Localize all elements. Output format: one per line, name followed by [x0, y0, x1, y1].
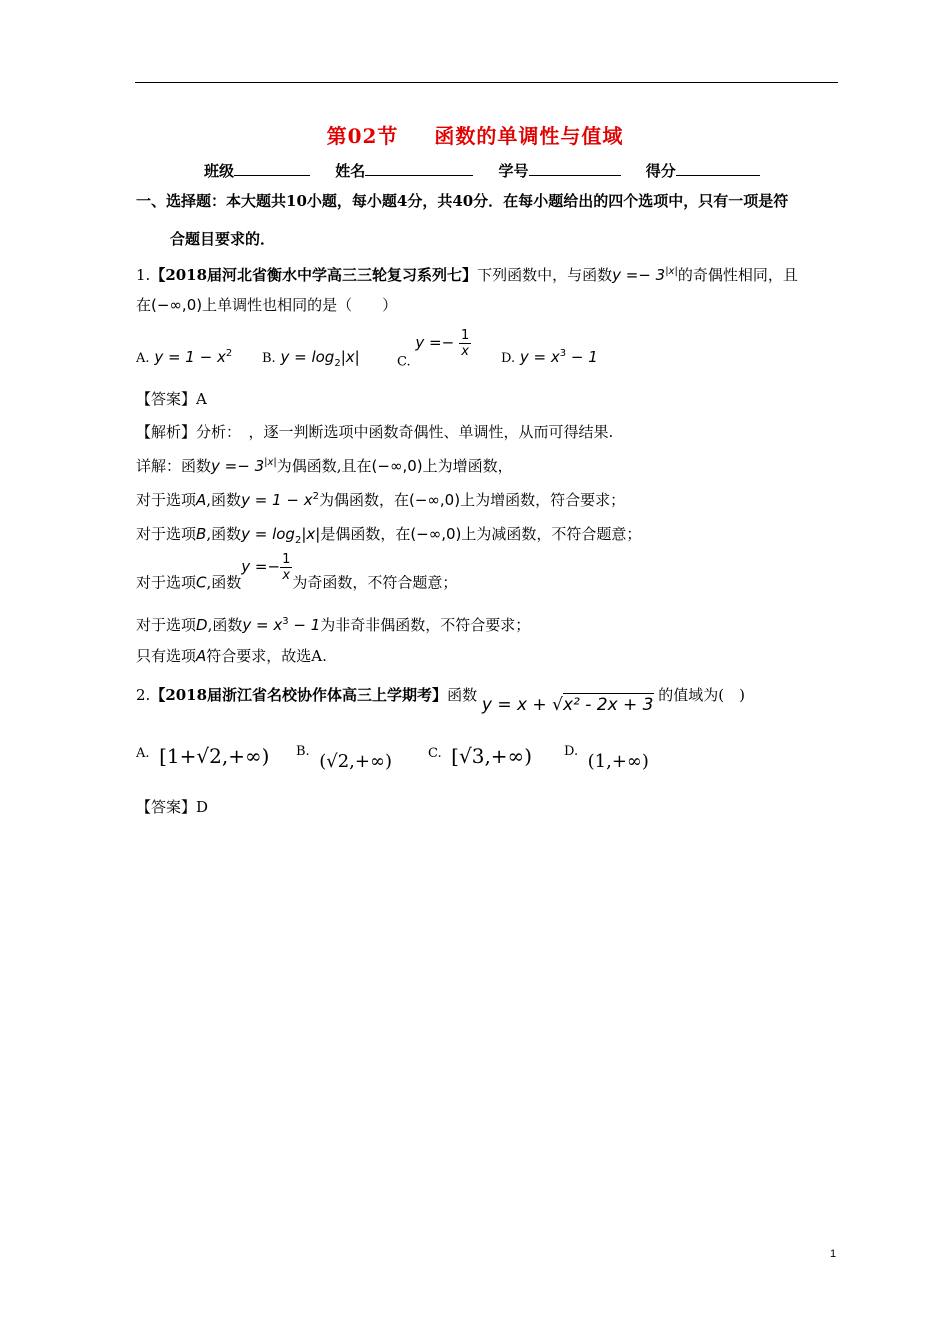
section-number: 第02节: [326, 124, 399, 148]
q1-detail-line-1: 对于选项A,函数$y = 1 - x^2$为偶函数，在(−∞,0)上为增函数，符合要求；: [136, 491, 626, 509]
q2-function: y = x + √x² - 2x + 3: [481, 695, 654, 715]
q1-option-c[interactable]: C. y =− $\frac{1}{x}$: [397, 328, 470, 370]
q1-option-b[interactable]: B. $y = \log_2|x|$: [262, 348, 360, 369]
score-blank[interactable]: [676, 161, 760, 176]
q2-answer: 【答案】D: [136, 798, 209, 816]
q1-stem-line1: [136, 264, 798, 285]
id-label: 学号: [498, 162, 529, 180]
page-number: 1: [830, 1248, 837, 1260]
q1-detail-line-2: 对于选项B,函数$y = \log_2|x|$是偶函数，在(−∞,0)上为减函数，不符合题意；: [136, 525, 642, 546]
q1-source: 【2018届河北省衡水中学高三三轮复习系列七】: [150, 266, 478, 284]
id-blank[interactable]: [529, 161, 621, 176]
q1-text-c: 上单调性也相同的是（ ）: [202, 296, 398, 314]
page-title: [0, 120, 950, 149]
q1-analysis: 【解析】分析： ，逐一判断选项中函数奇偶性、单调性，从而可得结果.: [136, 423, 614, 441]
name-label: 姓名: [335, 162, 366, 180]
class-blank[interactable]: [234, 161, 310, 176]
q2-option-d[interactable]: D. (1,+∞): [564, 744, 649, 772]
q2-text-a: 函数: [447, 686, 478, 704]
q1-detail-line-3: 对于选项C,函数y =− $\frac{1}{x}$ 为奇函数，不符合题意；: [136, 552, 458, 592]
section-heading-line2: 合题目要求的．: [170, 230, 276, 248]
q1-text-a: 下列函数中，与函数: [477, 266, 613, 284]
q1-function-exp: |x|: [665, 266, 678, 277]
name-blank[interactable]: [365, 161, 473, 176]
q1-text-b: 的奇偶性相同，且: [677, 266, 798, 284]
q1-stem-line2: 在(−∞,0)上单调性也相同的是（ ）: [136, 296, 398, 314]
q2-option-c[interactable]: C. [√3,+∞): [428, 744, 533, 768]
q1-function: y =− 3: [612, 266, 666, 284]
q1-answer: 【答案】A: [136, 390, 207, 408]
section-topic: 函数的单调性与值域: [434, 124, 624, 148]
q2-option-a[interactable]: A. [1+√2,+∞): [136, 744, 270, 768]
q2-source: 【2018届浙江省名校协作体高三上学期考】: [150, 686, 448, 704]
q2-number: 2.: [136, 686, 151, 704]
student-info-fields: [204, 160, 780, 181]
score-label: 得分: [645, 162, 676, 180]
q2-option-b[interactable]: B. (√2,+∞): [296, 744, 392, 772]
q1-number: 1.: [136, 266, 151, 284]
class-label: 班级: [204, 162, 235, 180]
q1-detail-line-4: 对于选项D,函数$y = x^3 - 1$为非奇非偶函数，不符合要求；: [136, 616, 531, 634]
q2-stem: [136, 684, 745, 715]
q2-text-b: 的值域为( ): [658, 686, 745, 704]
q1-interval: (−∞,0): [151, 296, 203, 314]
q1-option-d[interactable]: D. $y = x^3 - 1$: [501, 348, 598, 366]
q1-detail-line-0: 详解：函数$y =- 3^{|x|}$为偶函数,且在(−∞,0)上为增函数，: [136, 457, 513, 475]
q1-option-a[interactable]: A. $y = 1 - x^2$: [136, 348, 233, 366]
q1-detail-line-5: 只有选项A符合要求，故选A.: [136, 647, 327, 665]
header-rule: [135, 82, 838, 83]
section-heading-line1: 一、选择题：本大题共10小题，每小题4分，共40分．在每小题给出的四个选项中，只有一项是符: [136, 192, 789, 210]
